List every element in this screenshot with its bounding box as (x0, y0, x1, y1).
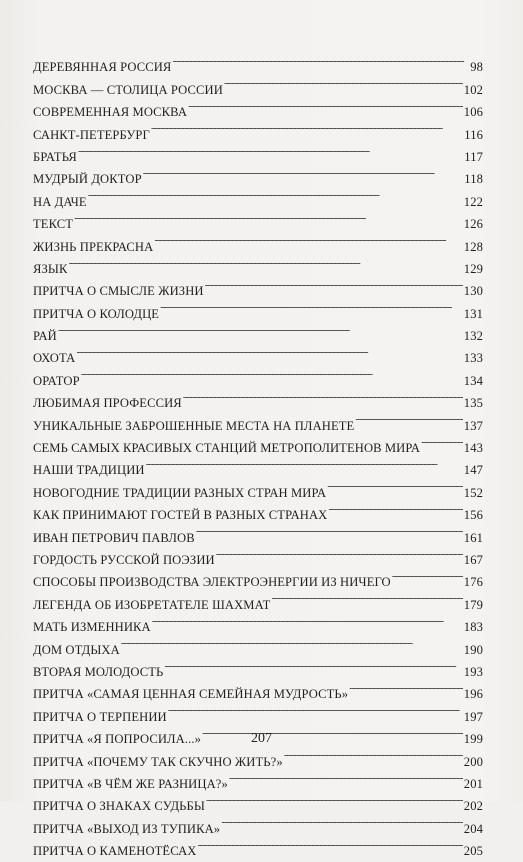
toc-entry-title: РАЙ (33, 329, 57, 344)
toc-entry-title: ПРИТЧА О КОЛОДЦЕ (33, 306, 160, 321)
dot-leader (88, 183, 463, 205)
toc-entry-page-number: 204 (463, 821, 483, 836)
toc-entry-title: СОВРЕМЕННАЯ МОСКВА (33, 105, 188, 120)
toc-entry-page-number: 147 (463, 463, 483, 478)
toc-entry (33, 273, 483, 299)
dot-leader (81, 362, 463, 384)
toc-entry-title: ПРИТЧА «ПОЧЕМУ ТАК СКУЧНО ЖИТЬ?» (33, 754, 283, 769)
toc-entry-page-number: 128 (463, 239, 483, 254)
toc-entry-page-number: 98 (470, 60, 483, 75)
dot-leader (216, 542, 463, 564)
toc-entry-page-number: 190 (463, 642, 483, 657)
dot-leader (328, 497, 462, 519)
toc-entry-page-number: 196 (463, 687, 483, 702)
toc-entry-page-number: 179 (463, 597, 483, 612)
toc-entry-page-number: 161 (463, 530, 483, 545)
dot-leader (205, 273, 463, 295)
dot-leader (421, 430, 463, 452)
toc-entry-page-number: 199 (463, 732, 483, 747)
toc-entry (33, 362, 483, 388)
dot-leader (271, 586, 462, 608)
dot-leader (151, 116, 463, 138)
toc-entry (33, 139, 483, 164)
dot-leader (206, 788, 463, 810)
toc-entry-page-number: 193 (463, 664, 483, 679)
toc-entry-title: МУДРЫЙ ДОКТОР (33, 172, 142, 187)
toc-entry-title: ОХОТА (33, 351, 76, 366)
toc-entry-page-number: 133 (463, 351, 483, 366)
toc-entry-title: МАТЬ ИЗМЕННИКА (33, 620, 151, 635)
toc-entry-page-number: 143 (463, 441, 483, 456)
dot-leader (58, 318, 463, 340)
toc-entry-page-number: 197 (463, 709, 483, 724)
toc-entry-title: САНКТ-ПЕТЕРБУРГ (33, 127, 150, 142)
toc-entry-page-number: 176 (463, 575, 483, 590)
toc-entry-title: УНИКАЛЬНЫЕ ЗАБРОШЕННЫЕ МЕСТА НА ПЛАНЕТЕ (33, 418, 355, 433)
toc-entry-title: ЖИЗНЬ ПРЕКРАСНА (33, 239, 154, 254)
toc-entry-title: МОСКВА — СТОЛИЦА РОССИИ (33, 82, 223, 97)
toc-entry-page-number: 118 (464, 172, 483, 187)
dot-leader (121, 631, 463, 653)
toc-entry-page-number: 117 (464, 149, 483, 164)
dot-leader (197, 833, 462, 855)
dot-leader (160, 295, 463, 317)
dot-leader (143, 161, 464, 183)
toc-entry-title: ПРИТЧА «В ЧЁМ ЖЕ РАЗНИЦА?» (33, 776, 228, 791)
toc-entry-page-number: 134 (463, 373, 483, 388)
dot-leader (224, 71, 463, 93)
toc-entry-title: СПОСОБЫ ПРОИЗВОДСТВА ЭЛЕКТРОЭНЕРГИИ ИЗ НИЧЕГО (33, 575, 391, 590)
toc-entry-title: ПРИТЧА О СМЫСЛЕ ЖИЗНИ (33, 284, 204, 299)
toc-entry-title: ПРИТЧА О ТЕРПЕНИИ (33, 709, 167, 724)
toc-entry (33, 340, 483, 366)
toc-entry-title: БРАТЬЯ (33, 149, 77, 164)
toc-entry-page-number: 130 (463, 284, 483, 299)
toc-entry-title: ТЕКСТ (33, 217, 74, 232)
toc-entry (33, 49, 483, 75)
toc-entry-page-number: 200 (463, 754, 483, 769)
toc-entry-page-number: 126 (463, 217, 483, 232)
dot-leader (188, 94, 463, 116)
toc-entry-page-number: 205 (463, 844, 483, 859)
dot-leader (349, 676, 463, 698)
toc-entry-page-number: 135 (463, 396, 483, 411)
toc-entry (33, 251, 483, 276)
toc-entry-page-number: 201 (463, 776, 483, 791)
page-number: 207 (251, 731, 272, 746)
dot-leader (229, 766, 463, 788)
dot-leader (172, 49, 466, 71)
toc-entry-page-number: 106 (463, 105, 483, 120)
toc-entry-title: ПРИТЧА «ВЫХОД ИЗ ТУПИКА» (33, 821, 221, 836)
toc-entry-title: СЕМЬ САМЫХ КРАСИВЫХ СТАНЦИЙ МЕТРОПОЛИТЕНОВ МИРА (33, 441, 421, 456)
dot-leader (196, 519, 463, 541)
toc-entry-title: ГОРДОСТЬ РУССКОЙ ПОЭЗИИ (33, 552, 215, 567)
toc-entry (33, 183, 483, 209)
toc-entry-title: ПРИТЧА «Я ПОПРОСИЛА...» (33, 732, 202, 747)
dot-leader (168, 698, 463, 720)
dot-leader (78, 139, 463, 161)
toc-entry-title: ПРИТЧА О ЗНАКАХ СУДЬБЫ (33, 799, 205, 814)
dot-leader (392, 564, 463, 586)
dot-leader (76, 340, 462, 362)
dot-leader (183, 385, 463, 407)
toc-entry-title: НА ДАЧЕ (33, 194, 87, 209)
dot-leader (221, 810, 463, 832)
toc-entry-title: НАШИ ТРАДИЦИИ (33, 463, 145, 478)
toc-entry-title: ДОМ ОТДЫХА (33, 642, 120, 657)
toc-entry-page-number: 152 (463, 485, 483, 500)
dot-leader (154, 228, 462, 250)
toc-entry-title: НОВОГОДНИЕ ТРАДИЦИИ РАЗНЫХ СТРАН МИРА (33, 485, 327, 500)
toc-entry-title: ПРИТЧА «САМАЯ ЦЕННАЯ СЕМЕЙНАЯ МУДРОСТЬ» (33, 687, 349, 702)
toc-entry-title: ЛЮБИМАЯ ПРОФЕССИЯ (33, 396, 182, 411)
dot-leader (164, 654, 462, 676)
dot-leader (355, 407, 462, 429)
toc-entry-title: ПРИТЧА О КАМЕНОТЁСАХ (33, 844, 197, 859)
dot-leader (146, 452, 463, 474)
toc-entry (33, 161, 483, 187)
toc-entry-page-number: 116 (464, 127, 483, 142)
toc-entry-page-number: 122 (463, 194, 483, 209)
toc-entry-page-number: 132 (463, 329, 483, 344)
toc-entry-page-number: 131 (463, 306, 483, 321)
toc-entry-page-number: 183 (463, 620, 483, 635)
toc-entry (33, 318, 483, 344)
toc-entry-page-number: 202 (463, 799, 483, 814)
toc-entry-page-number: 167 (463, 552, 483, 567)
toc-entry-title: ЛЕГЕНДА ОБ ИЗОБРЕТАТЕЛЕ ШАХМАТ (33, 597, 271, 612)
toc-entry-page-number: 129 (463, 261, 483, 276)
dot-leader (69, 251, 463, 273)
toc-entry-page-number: 137 (463, 418, 483, 433)
toc-entry-title: ОРАТОР (33, 373, 80, 388)
toc-entry (33, 228, 483, 254)
toc-entry-title: ЯЗЫК (33, 261, 68, 276)
toc-entry (33, 206, 483, 232)
dot-leader (74, 206, 463, 228)
toc-entry-title: ИВАН ПЕТРОВИЧ ПАВЛОВ (33, 530, 195, 545)
dot-leader (152, 609, 463, 631)
toc-entry-page-number: 102 (463, 82, 483, 97)
toc-entry-title: ВТОРАЯ МОЛОДОСТЬ (33, 664, 164, 679)
toc-entry-title: ДЕРЕВЯННАЯ РОССИЯ (33, 60, 172, 75)
dot-leader (327, 474, 463, 496)
toc-entry-page-number: 156 (463, 508, 483, 523)
toc-entry-title: КАК ПРИНИМАЮТ ГОСТЕЙ В РАЗНЫХ СТРАНАХ (33, 508, 328, 523)
toc-entry (33, 385, 483, 411)
